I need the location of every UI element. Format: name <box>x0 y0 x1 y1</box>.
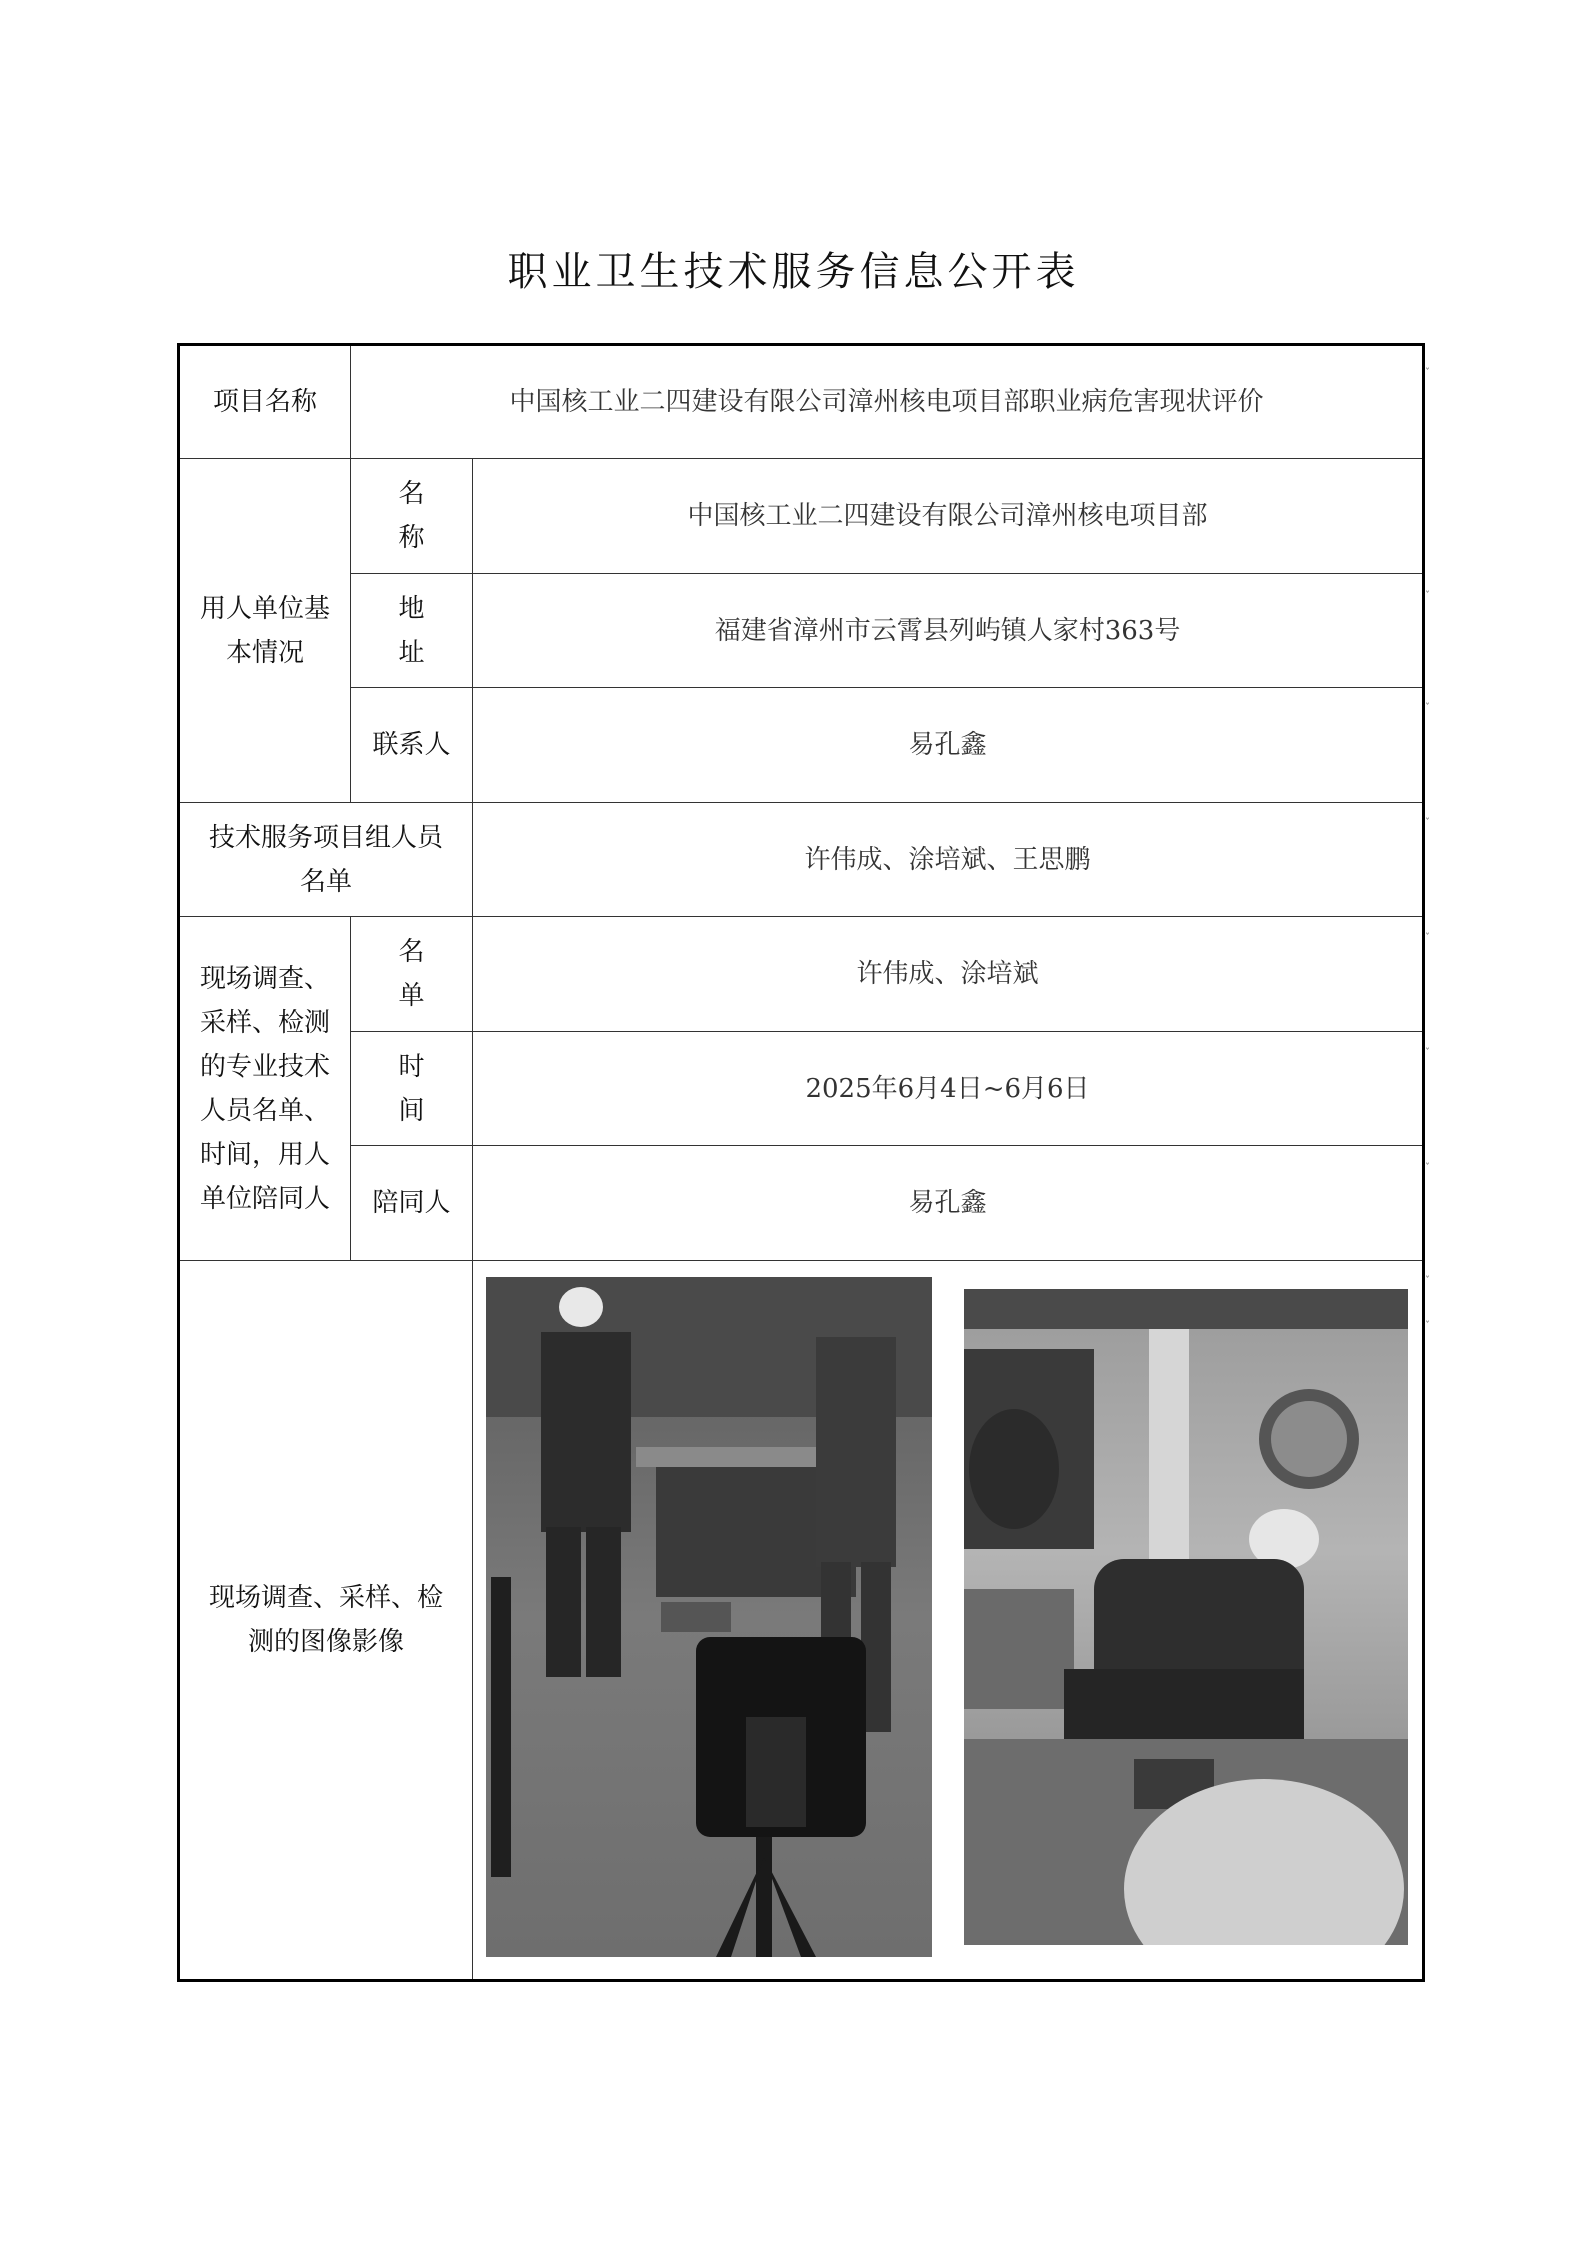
survey-companion-value: 易孔鑫 <box>473 1146 1424 1261</box>
page-title: 职业卫生技术服务信息公开表 <box>507 249 1080 295</box>
survey-list-row <box>179 917 1424 1032</box>
site-photo-sampling <box>486 1277 932 1957</box>
margin-mark: ˇ <box>1425 703 1430 714</box>
project-row <box>179 345 1424 459</box>
survey-time-label: 时间 <box>351 1032 473 1146</box>
employer-address-label: 地址 <box>351 574 473 688</box>
margin-mark: ˇ <box>1425 1321 1430 1332</box>
employer-address-row <box>179 574 1424 688</box>
survey-label: 现场调查、采样、检测的专业技术人员名单、时间，用人单位陪同人 <box>179 917 351 1261</box>
team-label: 技术服务项目组人员名单 <box>179 803 473 917</box>
team-row <box>179 803 1424 917</box>
margin-mark: ˇ <box>1425 818 1430 829</box>
margin-mark: ˇ <box>1425 933 1430 944</box>
survey-companion-label: 陪同人 <box>351 1146 473 1261</box>
site-photo-noise-measurement <box>964 1289 1408 1945</box>
margin-mark: ˇ <box>1425 1048 1430 1059</box>
employer-label: 用人单位基本情况 <box>179 459 351 803</box>
photos-cell <box>473 1261 1424 1981</box>
employer-name-value: 中国核工业二四建设有限公司漳州核电项目部 <box>473 459 1424 574</box>
project-value: 中国核工业二四建设有限公司漳州核电项目部职业病危害现状评价 <box>351 345 1424 459</box>
survey-list-value: 许伟成、涂培斌 <box>473 917 1424 1032</box>
team-value: 许伟成、涂培斌、王思鹏 <box>473 803 1424 917</box>
survey-list-label: 名单 <box>351 917 473 1032</box>
employer-name-row <box>179 459 1424 574</box>
images-row <box>179 1261 1424 1981</box>
employer-contact-label: 联系人 <box>351 688 473 803</box>
employer-name-label: 名称 <box>351 459 473 574</box>
margin-mark: ˇ <box>1425 591 1430 602</box>
images-label: 现场调查、采样、检测的图像影像 <box>179 1261 473 1981</box>
employer-contact-value: 易孔鑫 <box>473 688 1424 803</box>
info-table <box>177 343 1425 1982</box>
margin-mark: ˇ <box>1425 1163 1430 1174</box>
project-label: 项目名称 <box>179 345 351 459</box>
survey-companion-row <box>179 1146 1424 1261</box>
survey-time-row <box>179 1032 1424 1146</box>
survey-time-value: 2025年6月4日~6月6日 <box>473 1032 1424 1146</box>
employer-contact-row <box>179 688 1424 803</box>
margin-mark: ˇ <box>1425 1276 1430 1287</box>
margin-mark: ˇ <box>1425 368 1430 379</box>
employer-address-value: 福建省漳州市云霄县列屿镇人家村363号 <box>473 574 1424 688</box>
